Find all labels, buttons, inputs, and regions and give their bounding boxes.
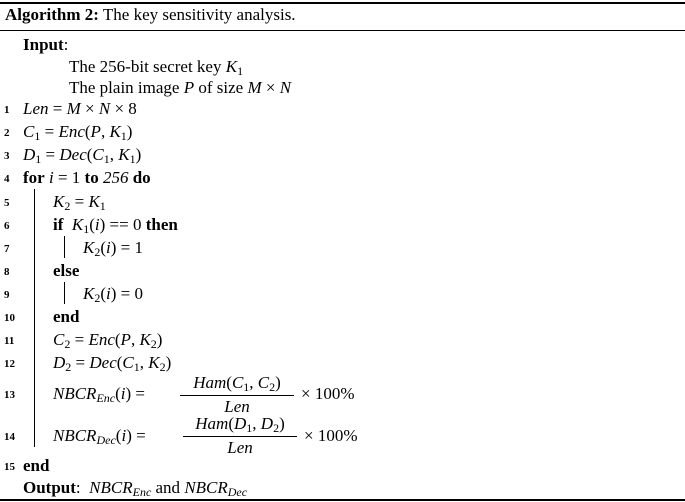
nbcr-dec-numerator: $Ham(D_1$, $D_2$) — [195, 414, 285, 435]
nbcr-dec-lhs: $NBCR_{Dec}(i)$ = — [53, 426, 146, 447]
line-number: 6 — [4, 220, 10, 232]
line-number: 5 — [4, 197, 10, 209]
line-15: end — [23, 456, 50, 475]
caption-rule — [0, 30, 685, 31]
line-7: $K_2(i) = 1$ — [83, 238, 143, 259]
nbcr-enc-percent: × 100% — [301, 384, 355, 403]
line-4: for i = 1 to 256 do — [23, 168, 151, 187]
input-heading: Input: — [23, 35, 69, 54]
line-11: $C_2 = Enc(P$, $K_2$) — [53, 330, 163, 351]
top-rule — [0, 2, 685, 4]
line-number: 12 — [4, 358, 15, 370]
line-1: Len = M × N × 8 — [23, 99, 137, 118]
line-number: 9 — [4, 289, 10, 301]
line-number: 11 — [4, 335, 15, 347]
line-number: 8 — [4, 266, 10, 278]
caption-title: The key sensitivity analysis. — [102, 5, 296, 24]
input-image: The plain image P of size M × N — [69, 78, 292, 97]
line-6: if $K_1(i) == 0$ then — [53, 215, 178, 236]
input-label: Input — [23, 35, 64, 54]
else-bar — [64, 282, 65, 304]
line-number: 1 — [4, 104, 10, 116]
line-10: end — [53, 307, 80, 326]
line-number: 2 — [4, 127, 10, 139]
nbcr-enc-lhs: $NBCR_{Enc}(i)$ = — [53, 384, 146, 405]
for-loop-bar — [34, 189, 35, 447]
line-number: 10 — [4, 312, 15, 324]
caption-label: Algorithm 2: — [5, 5, 99, 24]
line-number: 14 — [4, 431, 15, 443]
output-line: Output: $NBCR_{Enc}$ and $NBCR_{Dec}$ — [23, 478, 248, 499]
line-number: 3 — [4, 150, 10, 162]
fraction-bar — [180, 395, 294, 396]
line-number: 4 — [4, 173, 10, 185]
input-key: The 256-bit secret key $K_1$ — [69, 57, 244, 78]
line-number: 7 — [4, 243, 10, 255]
nbcr-dec-percent: × 100% — [304, 426, 358, 445]
fraction-bar — [183, 436, 297, 437]
output-label: Output — [23, 478, 76, 497]
line-number: 13 — [4, 389, 15, 401]
bottom-rule — [0, 499, 685, 501]
nbcr-enc-denominator: Len — [224, 397, 250, 416]
nbcr-enc-numerator: $Ham(C_1$, $C_2$) — [193, 373, 281, 394]
line-5: $K_2 = K_1$ — [53, 192, 106, 213]
if-bar — [64, 236, 65, 258]
line-8: else — [53, 261, 80, 280]
algorithm-caption — [5, 5, 296, 25]
line-2: $C_1 = Enc(P$, $K_1$) — [23, 122, 133, 143]
line-9: $K_2(i) = 0$ — [83, 284, 143, 305]
nbcr-dec-denominator: Len — [227, 438, 253, 457]
line-3: $D_1 = Dec(C_1$, $K_1$) — [23, 145, 142, 166]
line-12: $D_2 = Dec(C_1$, $K_2$) — [53, 353, 172, 374]
line-number: 15 — [4, 461, 15, 473]
